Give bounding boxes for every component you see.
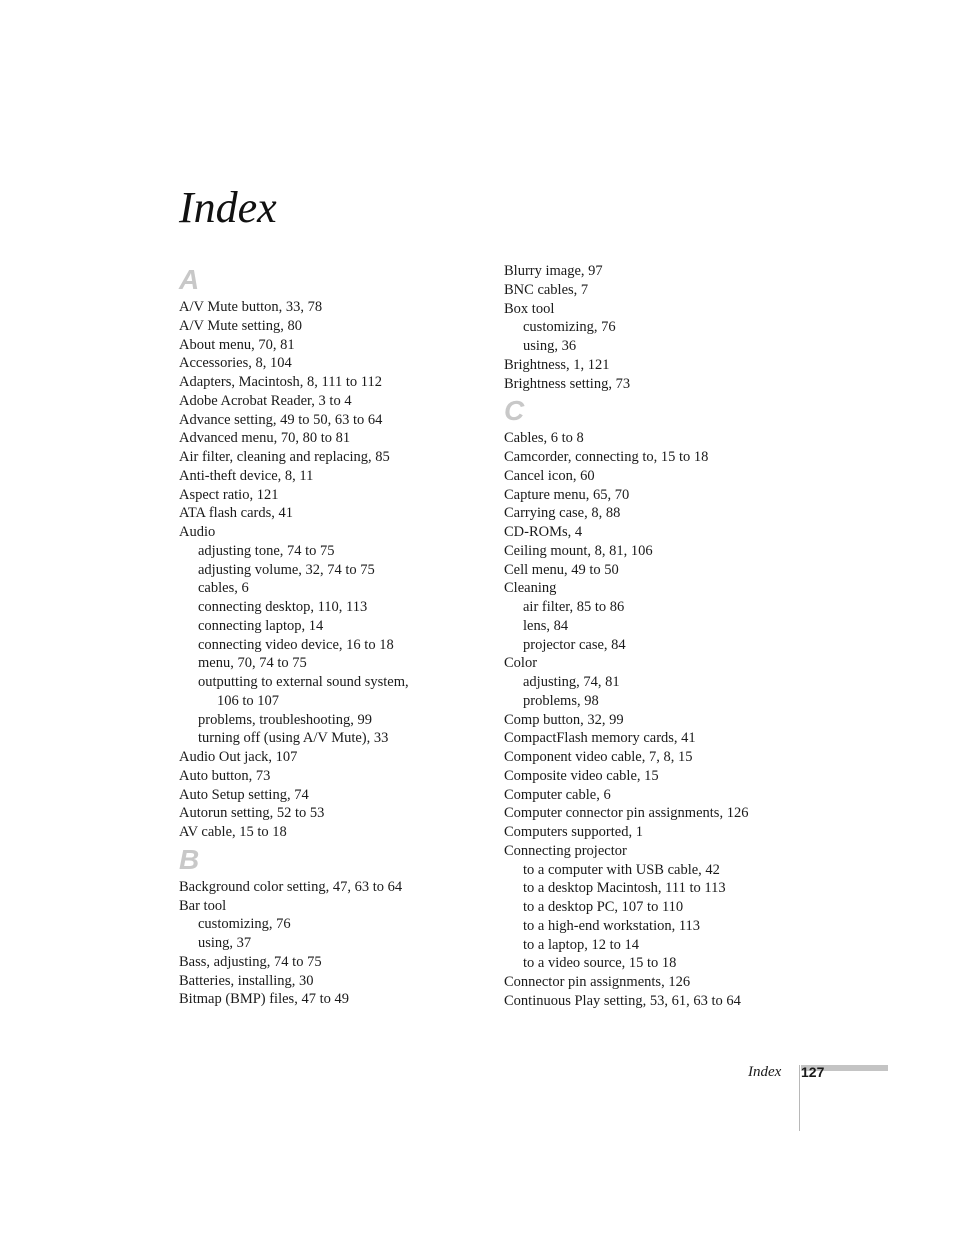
index-subentry: to a high-end workstation, 113 (523, 917, 701, 934)
index-subentry: connecting desktop, 110, 113 (198, 599, 368, 615)
index-entry: Air filter, cleaning and replacing, 85 (179, 449, 390, 465)
index-entry: Bass, adjusting, 74 to 75 (179, 953, 322, 970)
index-entry: Camcorder, connecting to, 15 to 18 (504, 449, 709, 465)
index-subentry: to a video source, 15 to 18 (523, 955, 677, 972)
index-entry: Background color setting, 47, 63 to 64 (179, 878, 403, 895)
index-entry: CompactFlash memory cards, 41 (504, 730, 696, 747)
index-subentry: adjusting volume, 32, 74 to 75 (198, 561, 375, 578)
index-subentry: to a desktop PC, 107 to 110 (523, 899, 684, 915)
index-entry: Blurry image, 97 (504, 263, 603, 279)
index-entry: Audio (179, 524, 216, 540)
index-subentry: adjusting tone, 74 to 75 (198, 542, 335, 559)
index-entry: Computer connector pin assignments, 126 (504, 805, 749, 822)
index-entry: ATA flash cards, 41 (179, 505, 294, 522)
index-subentry: turning off (using A/V Mute), 33 (198, 730, 389, 747)
index-entry: Brightness setting, 73 (504, 375, 631, 392)
index-subentry: to a desktop Macintosh, 111 to 113 (523, 880, 726, 897)
index-entry: Advanced menu, 70, 80 to 81 (179, 430, 351, 447)
index-entry: AV cable, 15 to 18 (179, 824, 287, 840)
index-subentry: using, 37 (198, 935, 252, 951)
index-subentry: menu, 70, 74 to 75 (198, 655, 307, 672)
index-entry: Connecting projector (504, 842, 627, 859)
index-entry: Auto button, 73 (179, 767, 271, 784)
index-entry: Connector pin assignments, 126 (504, 974, 691, 990)
index-entry: Box tool (504, 300, 555, 317)
index-entry: A/V Mute button, 33, 78 (179, 299, 323, 315)
index-subentry: customizing, 76 (198, 916, 291, 933)
footer-divider (799, 1065, 800, 1131)
index-entry: About menu, 70, 81 (179, 336, 295, 353)
index-subentry: cables, 6 (198, 580, 249, 597)
index-entry: Anti-theft device, 8, 11 (179, 467, 314, 484)
index-subentry: problems, troubleshooting, 99 (198, 711, 372, 728)
index-entry: Computer cable, 6 (504, 786, 611, 803)
index-entry: Continuous Play setting, 53, 61, 63 to 64 (504, 992, 741, 1009)
index-subentry: using, 36 (523, 338, 577, 354)
index-subentry: lens, 84 (523, 617, 569, 634)
index-subentry: outputting to external sound system, (198, 674, 409, 690)
index-entry: Cancel icon, 60 (504, 467, 595, 484)
index-entry: Computers supported, 1 (504, 824, 643, 840)
index-subentry: problems, 98 (523, 692, 599, 709)
index-subentry: to a laptop, 12 to 14 (523, 936, 639, 953)
index-subentry: customizing, 76 (523, 319, 616, 336)
index-entry: Advance setting, 49 to 50, 63 to 64 (179, 411, 383, 428)
section-letter-a: A (179, 264, 200, 295)
footer-section-label: Index (748, 1064, 782, 1080)
section-letter-b: B (179, 843, 200, 875)
index-entry: Accessories, 8, 104 (179, 355, 292, 372)
index-subentry: air filter, 85 to 86 (523, 599, 625, 615)
index-subentry: projector case, 84 (523, 636, 626, 653)
index-entry: Brightness, 1, 121 (504, 356, 610, 373)
index-entry: Cables, 6 to 8 (504, 430, 584, 447)
index-subentry: adjusting, 74, 81 (523, 674, 620, 690)
index-subentry: to a computer with USB cable, 42 (523, 861, 720, 878)
index-entry-continuation: 106 to 107 (217, 692, 280, 709)
index-entry: A/V Mute setting, 80 (179, 317, 302, 334)
index-entry: Autorun setting, 52 to 53 (179, 805, 325, 822)
index-subentry: connecting laptop, 14 (198, 617, 324, 634)
index-entry: Comp button, 32, 99 (504, 711, 624, 728)
index-entry: Auto Setup setting, 74 (179, 786, 309, 803)
index-entry: Bar tool (179, 897, 227, 914)
index-entry: Cell menu, 49 to 50 (504, 561, 619, 578)
index-entry: Adobe Acrobat Reader, 3 to 4 (179, 392, 352, 409)
index-entry: Color (504, 655, 538, 672)
index-entry: CD-ROMs, 4 (504, 524, 583, 540)
index-entry: BNC cables, 7 (504, 281, 589, 298)
index-entry: Capture menu, 65, 70 (504, 486, 630, 503)
index-entry: Component video cable, 7, 8, 15 (504, 749, 693, 765)
index-entry: Adapters, Macintosh, 8, 111 to 112 (179, 374, 382, 390)
index-entry: Batteries, installing, 30 (179, 972, 314, 989)
index-column-left (179, 262, 509, 1009)
index-entry: Carrying case, 8, 88 (504, 505, 621, 522)
page-number: 127 (801, 1064, 825, 1080)
index-entry: Bitmap (BMP) files, 47 to 49 (179, 991, 349, 1008)
page-title: Index (179, 183, 277, 232)
index-entry: Cleaning (504, 580, 557, 597)
index-entry: Aspect ratio, 121 (179, 486, 279, 503)
index-subentry: connecting video device, 16 to 18 (198, 636, 394, 653)
index-column-right (504, 262, 834, 1011)
index-entry: Composite video cable, 15 (504, 767, 659, 784)
index-entry: Audio Out jack, 107 (179, 749, 298, 765)
index-entry: Ceiling mount, 8, 81, 106 (504, 542, 653, 559)
section-letter-c: C (504, 395, 525, 427)
